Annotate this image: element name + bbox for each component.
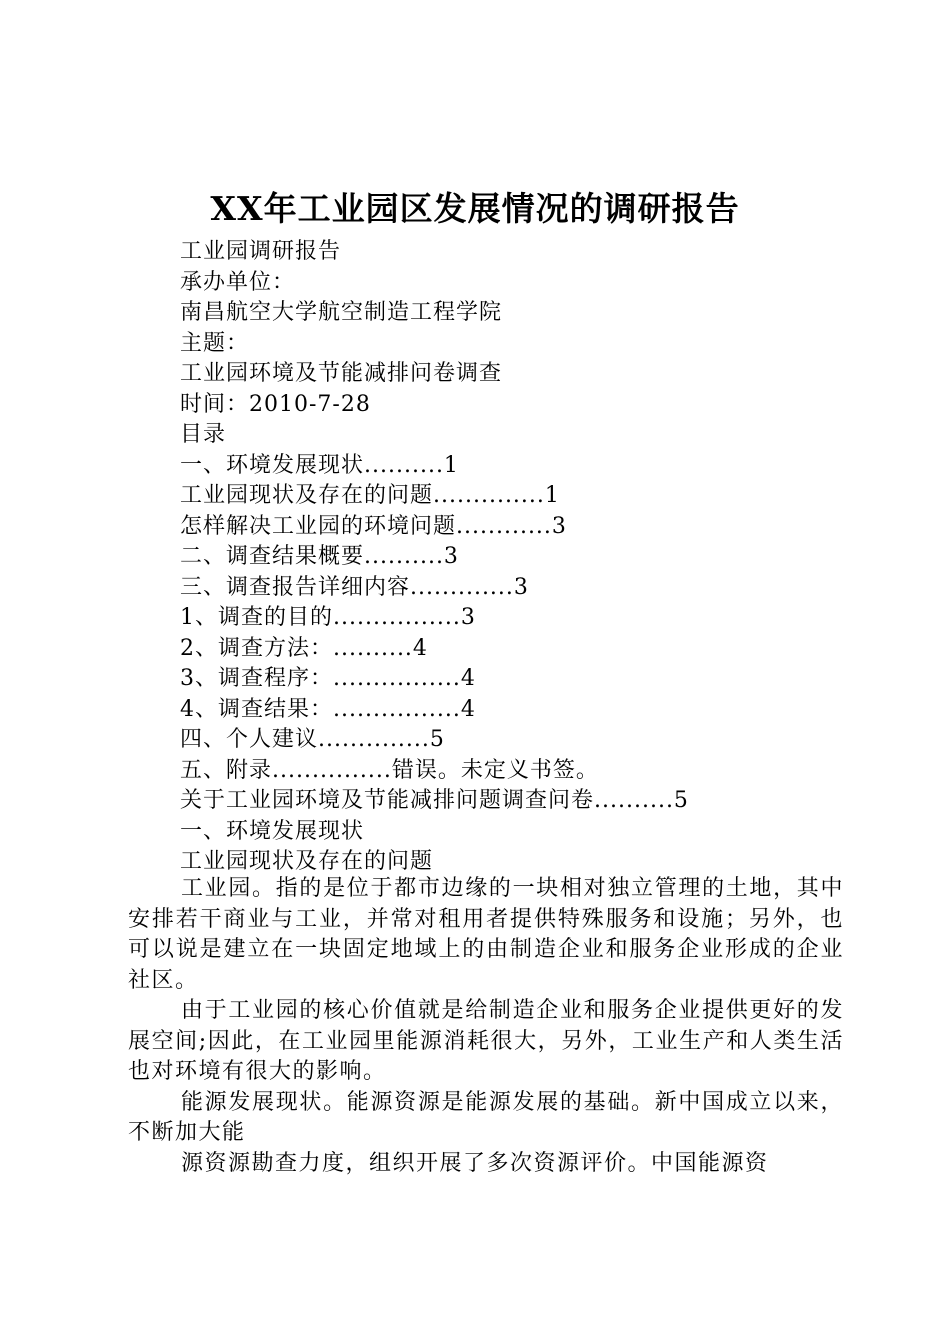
toc-heading: 目录: [180, 422, 227, 447]
body-paragraph: 工业园。指的是位于都市边缘的一块相对独立管理的土地，其中安排若干商业与工业，并常对租用者提供特殊服务和设施；另外，也可以说是建立在一块固定地域上的由制造企业和服务企业形成的企业社区。: [128, 876, 844, 993]
topic-value: 工业园环境及节能减排问卷调查: [180, 361, 503, 386]
toc-entry[interactable]: 2、调查方法：..........4: [180, 635, 428, 661]
body-text: [128, 874, 844, 1179]
topic-label: 主题：: [180, 330, 250, 356]
toc-entry[interactable]: 1、调查的目的................3: [180, 605, 476, 630]
subsection-heading: 工业园现状及存在的问题: [180, 849, 434, 874]
toc-entry[interactable]: 4、调查结果：................4: [180, 696, 476, 722]
toc-entry[interactable]: 四、个人建议..............5: [180, 727, 445, 752]
body-paragraph: 能源发展现状。能源资源是能源发展的基础。新中国成立以来，不断加大能: [128, 1089, 844, 1145]
section-heading: 一、环境发展现状: [180, 818, 365, 844]
body-paragraph: 由于工业园的核心价值就是给制造企业和服务企业提供更好的发展空间;因此，在工业园里能源消耗很大，另外，工业生产和人类生活也对环境有很大的影响。: [128, 998, 844, 1084]
toc-entry[interactable]: 关于工业园环境及节能减排问题调查问卷..........5: [180, 788, 689, 813]
report-subtitle: 工业园调研报告: [180, 239, 342, 264]
organizer-name: 南昌航空大学航空制造工程学院: [180, 300, 503, 325]
date-line: 时间：2010-7-28: [180, 391, 371, 417]
body-paragraph: 源资源勘查力度，组织开展了多次资源评价。中国能源资: [181, 1150, 769, 1176]
toc-entry[interactable]: 一、环境发展现状..........1: [180, 452, 459, 478]
toc-entry[interactable]: 五、附录...............错误。未定义书签。: [180, 757, 599, 783]
toc-entry[interactable]: 工业园现状及存在的问题..............1: [180, 483, 560, 508]
front-matter-and-toc: [180, 237, 900, 878]
toc-entry[interactable]: 3、调查程序：................4: [180, 666, 476, 691]
toc-entry[interactable]: 三、调查报告详细内容.............3: [180, 574, 529, 600]
toc-entry[interactable]: 怎样解决工业园的环境问题............3: [180, 513, 567, 539]
toc-entry[interactable]: 二、调查结果概要..........3: [180, 544, 459, 569]
organizer-label: 承办单位：: [180, 269, 296, 295]
document-title: XX年工业园区发展情况的调研报告: [210, 189, 740, 228]
